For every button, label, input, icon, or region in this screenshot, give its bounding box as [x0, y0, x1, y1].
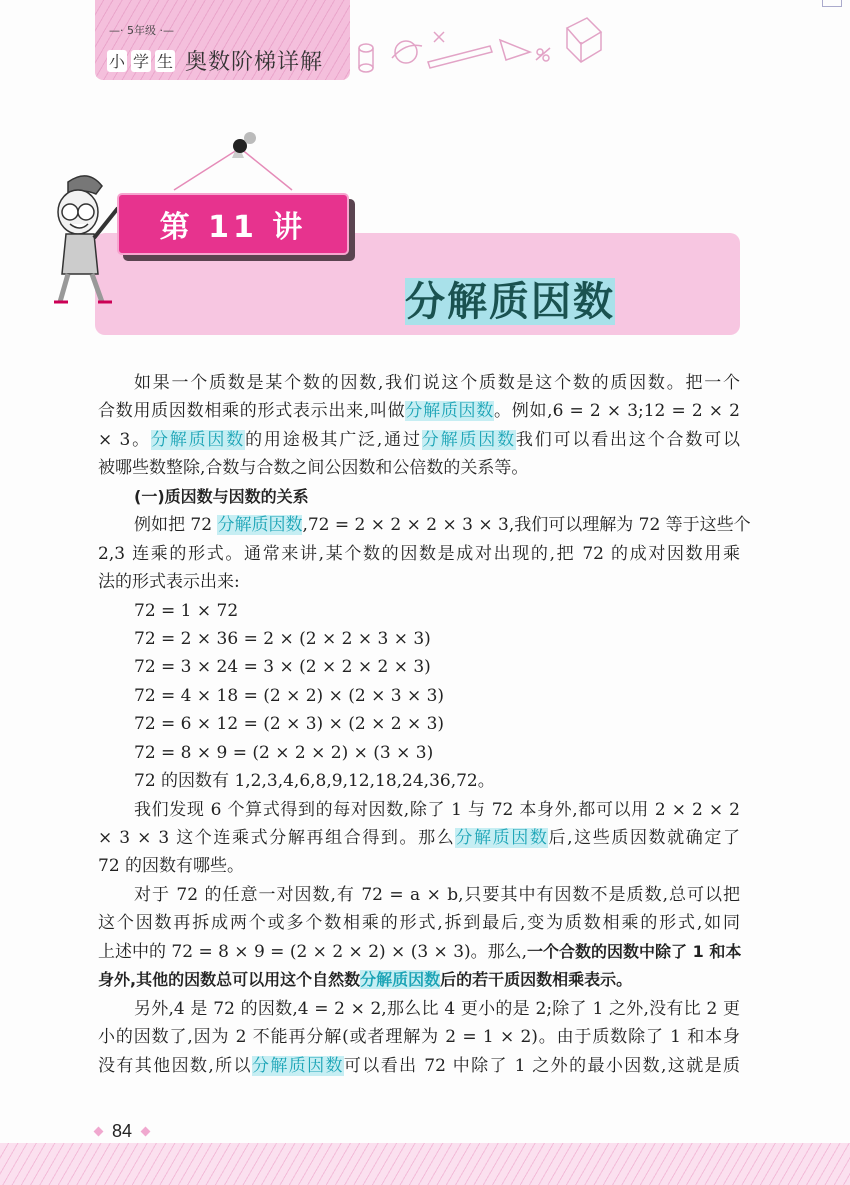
text-line [98, 426, 740, 454]
cartoon-boy-icon [48, 172, 128, 307]
highlighted-term: 分解质因数 [360, 970, 441, 990]
book-header [95, 0, 350, 80]
text-line [98, 454, 740, 482]
pushpin-icon [170, 128, 300, 198]
lesson-number-badge: 第 11 讲 [117, 193, 349, 255]
text-line [98, 710, 740, 738]
text-line [98, 852, 740, 880]
text-line [98, 682, 740, 710]
math-doodles-icon [352, 10, 612, 80]
bold-text: 身外,其他的因数总可以用这个自然数 [98, 970, 361, 990]
text-line [98, 909, 740, 937]
text-segment: × 3。 [98, 429, 151, 450]
series-box: 生 [155, 50, 175, 72]
corner-mark [822, 0, 842, 7]
text-segment: 另外,4 是 72 的因数,4 = 2 × 2,那么比 4 更小的是 2;除了 1 之外,没有比 2 更 [134, 998, 740, 1019]
text-line [98, 881, 740, 909]
diamond-icon [94, 1127, 104, 1137]
text-segment: 72 = 8 × 9 = (2 × 2 × 2) × (3 × 3) [134, 742, 434, 763]
text-segment: 2,3 连乘的形式。通常来讲,某个数的因数是成对出现的,把 72 的成对因数用乘 [98, 543, 740, 564]
chapter-title [405, 270, 615, 327]
text-segment: 对于 72 的任意一对因数,有 72 = a × b,只要其中有因数不是质数,总可以把 [134, 884, 740, 905]
text-segment: 的用途极其广泛,通过 [245, 429, 422, 450]
text-line [98, 739, 740, 767]
text-segment: 72 = 1 × 72 [134, 600, 239, 621]
highlighted-term: 分解质因数 [405, 401, 494, 422]
grade-label: —· 5年级 ·— [109, 24, 174, 37]
paragraph [98, 796, 740, 881]
bold-text: 后的若干质因数相乘表示。 [440, 970, 633, 990]
text-segment: 后,这些质因数就确定了 [548, 828, 741, 848]
text-line [98, 966, 740, 994]
text-segment: 例如把 72 [134, 515, 218, 536]
text-segment: × 3 × 3 这个连乘式分解再组合得到。那么 [98, 828, 456, 848]
text-line [98, 938, 740, 966]
footer-band [0, 1143, 850, 1185]
text-line [98, 511, 751, 539]
text-segment: 我们发现 6 个算式得到的每对因数,除了 1 与 72 本身外,都可以用 2 × 2 × 2 [134, 799, 740, 820]
text-segment: 72 = 4 × 18 = (2 × 2) × (2 × 3 × 3) [134, 685, 445, 706]
series-box: 小 [107, 50, 127, 72]
paragraph [98, 881, 740, 995]
text-segment: 72 = 3 × 24 = 3 × (2 × 2 × 2 × 3) [134, 657, 431, 678]
text-line [98, 597, 740, 625]
page-number: 84 [112, 1121, 133, 1141]
text-segment: 72 = 2 × 36 = 2 × (2 × 2 × 3 × 3) [134, 628, 431, 649]
series-title [107, 45, 323, 76]
page-number-area [95, 1121, 149, 1142]
text-line [98, 483, 740, 511]
text-line [98, 397, 740, 425]
text-segment: 这个因数再拆成两个或多个数相乘的形式,拆到最后,变为质数相乘的形式,如同 [98, 913, 740, 934]
section-heading [98, 483, 740, 511]
text-line [98, 1052, 740, 1080]
paragraph [98, 597, 740, 796]
text-segment: ,72 = 2 × 2 × 2 × 3 × 3,我们可以理解为 72 等于这些个 [302, 515, 751, 536]
highlighted-term: 分解质因数 [455, 828, 549, 848]
text-line [98, 767, 740, 795]
text-segment: (一)质因数与因数的关系 [134, 486, 309, 506]
body-text [98, 369, 751, 1080]
text-line [98, 568, 740, 596]
text-segment: 72 的因数有哪些。 [98, 856, 245, 877]
text-line [98, 1023, 740, 1051]
paragraph [98, 511, 751, 596]
text-segment: 如果一个质数是某个数的因数,我们说这个质数是这个数的质因数。把一个 [134, 373, 740, 393]
paragraph [98, 369, 740, 483]
highlighted-term: 分解质因数 [217, 515, 303, 536]
text-segment: 小的因数了,因为 2 不能再分解(或者理解为 2 = 1 × 2)。由于质数除了 1 和本身 [98, 1027, 740, 1048]
text-segment: 法的形式表示出来: [98, 572, 240, 593]
text-segment: 。例如,6 = 2 × 3;12 = 2 × 2 [494, 401, 740, 422]
text-segment: 72 = 6 × 12 = (2 × 3) × (2 × 2 × 3) [134, 714, 445, 735]
text-line [98, 540, 740, 568]
series-name: 奥数阶梯详解 [185, 50, 324, 75]
text-segment: 72 的因数有 1,2,3,4,6,8,9,12,18,24,36,72。 [134, 771, 495, 792]
highlighted-term: 分解质因数 [150, 429, 246, 450]
text-segment: 没有其他因数,所以 [98, 1055, 252, 1076]
chapter-title-text: 分解质因数 [405, 278, 615, 325]
highlighted-term: 分解质因数 [421, 429, 516, 450]
highlighted-term: 分解质因数 [251, 1055, 344, 1076]
diamond-icon [141, 1127, 151, 1137]
text-segment: 合数用质因数相乘的形式表示出来,叫做 [98, 401, 406, 422]
text-segment: 被哪些数整除,合数与合数之间公因数和公倍数的关系等。 [98, 458, 529, 479]
text-line [98, 625, 740, 653]
text-line [98, 369, 740, 397]
text-segment: 可以看出 72 中除了 1 之外的最小因数,这就是质 [343, 1055, 741, 1076]
paragraph [98, 995, 740, 1080]
text-line [98, 653, 740, 681]
text-line [98, 796, 740, 824]
text-line [98, 995, 740, 1023]
bold-text: 一个合数的因数中除了 1 和本 [527, 941, 742, 961]
text-segment: 上述中的 72 = 8 × 9 = (2 × 2 × 2) × (3 × 3)。那么, [98, 941, 528, 962]
text-line [98, 824, 740, 852]
series-box: 学 [131, 50, 151, 72]
text-segment: 我们可以看出这个合数可以 [515, 429, 741, 450]
